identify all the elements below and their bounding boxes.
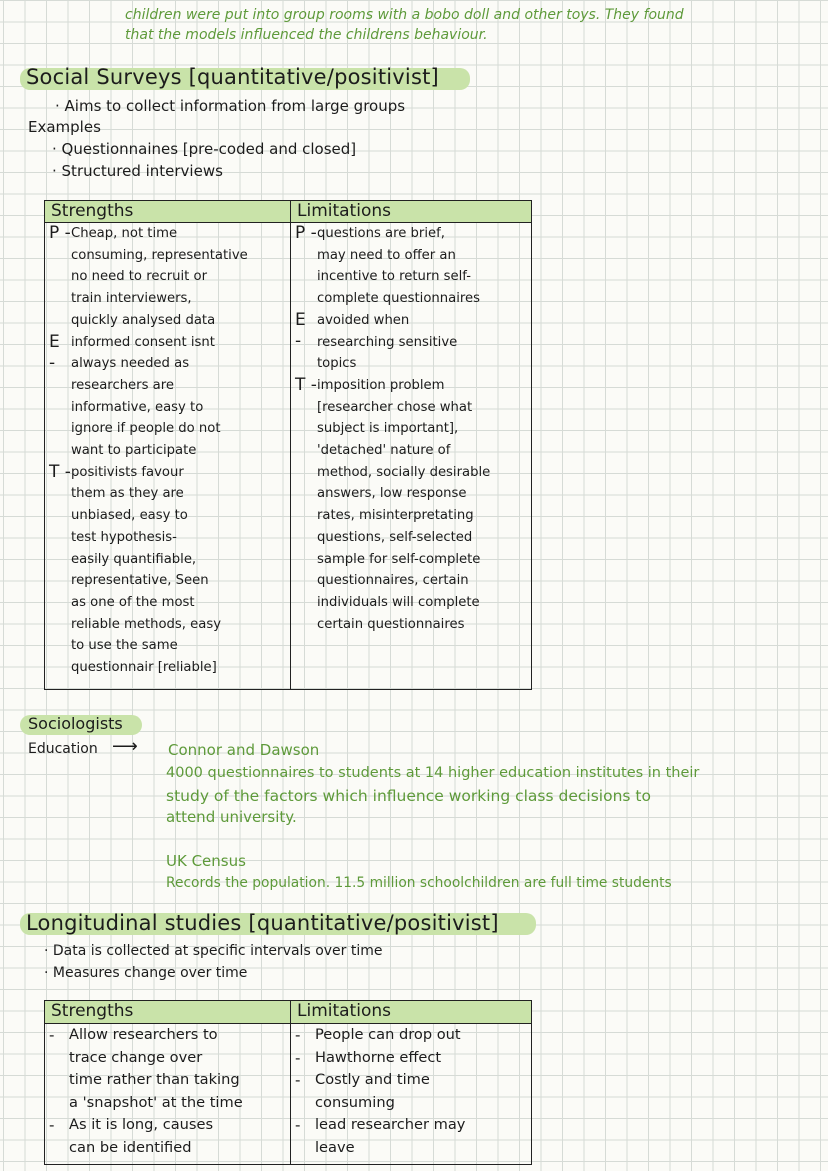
note-line: trace change over [69,1048,203,1066]
limitation-item [291,1024,531,1047]
sociologists-title: Sociologists [28,714,123,733]
strengths-header: Strengths [51,1001,134,1021]
note-line: rates, misinterpretating [317,508,474,524]
limitation-dash: - [295,1071,301,1089]
strength-dash: - [49,1026,55,1044]
longitudinal-bullet: · Measures change over time [44,965,248,981]
limitation-item [291,1114,531,1159]
education-label: Education [28,741,98,757]
note-line: no need to recruit or [71,269,207,285]
note-line: [researcher chose what [317,399,473,415]
strength-label: T - [49,461,71,482]
note-line: complete questionnaires [317,291,480,307]
note-line: questionnair [reliable] [71,660,217,676]
social-surveys-title: Social Surveys [quantitative/positivist] [26,65,439,89]
social-surveys-aim: · Aims to collect information from large groups [55,97,406,115]
note-line: train interviewers, [71,291,192,307]
arrow-icon: ⟶ [112,736,138,757]
note-line: Allow researchers to [69,1026,218,1043]
note-line: to use the same [71,638,178,654]
study1-line: study of the factors which influence working class decisions to [166,787,651,805]
note-line: consuming [315,1093,395,1111]
strengths-cell [45,223,291,690]
strengths-header-cell [45,1001,291,1024]
note-line: leave [315,1138,355,1156]
note-line: want to participate [71,443,197,459]
note-line: can be identified [69,1138,192,1156]
note-line: may need to offer an [317,247,456,263]
examples-label: Examples [28,118,101,136]
example-item: · Structured interviews [52,162,223,180]
study1-name: Connor and Dawson [168,741,320,759]
note-line: them as they are [71,486,184,502]
longitudinal-title: Longitudinal studies [quantitative/positivist] [26,911,499,935]
limitation-item [291,1069,531,1114]
limitation-theoretical [291,375,531,635]
intro-line-1: children were put into group rooms with a bobo doll and other toys. They found [125,7,684,23]
limitation-dash: - [295,1116,301,1134]
note-line: test hypothesis- [71,529,177,545]
note-line: questions are brief, [317,226,445,241]
limitation-label: P - [295,223,317,243]
note-line: quickly analysed data [71,312,216,328]
limitation-label: T - [295,374,317,395]
study2-line: Records the population. 11.5 million schoolchildren are full time students [166,875,672,891]
note-line: avoided when [317,312,410,328]
limitation-dash: - [295,1026,301,1044]
note-line: always needed as [71,356,190,372]
note-line: sample for self-complete [317,551,481,567]
strengths-cell [45,1024,291,1165]
strengths-header: Strengths [51,201,134,221]
strength-dash: - [49,1116,55,1134]
note-line: Costly and time [315,1071,430,1088]
note-line: answers, low response [317,486,467,502]
limitations-cell [291,223,532,690]
note-line: individuals will complete [317,594,480,610]
note-line: imposition problem [317,377,445,393]
note-line: informed consent isnt [71,334,215,350]
note-line: researching sensitive [317,334,458,350]
note-line: researchers are [71,377,174,393]
intro-line-2: that the models influenced the childrens behaviour. [125,27,488,43]
note-line: informative, easy to [71,399,204,415]
note-line: subject is important], [317,421,459,437]
note-line: questionnaires, certain [317,573,469,589]
surveys-table [44,200,532,690]
study1-line: attend university. [166,808,297,826]
note-line: consuming, representative [71,247,248,263]
study2-name: UK Census [166,852,246,870]
strengths-header-cell [45,201,291,223]
limitations-header: Limitations [297,201,391,221]
note-line: certain questionnaires [317,616,465,632]
limitations-header: Limitations [297,1001,391,1021]
note-line: questions, self-selected [317,529,473,545]
strength-ethical [45,332,290,462]
limitation-item [291,1047,531,1070]
note-line: Cheap, not time [71,226,178,241]
limitations-header-cell [291,1001,532,1024]
note-line: ignore if people do not [71,421,221,437]
note-line: unbiased, easy to [71,508,188,524]
note-line: a 'snapshot' at the time [69,1093,243,1111]
strength-practical [45,223,290,332]
note-line: topics [317,356,357,372]
study1-line: 4000 questionnaires to students at 14 higher education institutes in their [166,765,700,781]
strength-item [45,1024,290,1114]
longitudinal-table [44,1000,532,1165]
note-line: reliable methods, easy [71,616,222,632]
note-line: time rather than taking [69,1071,240,1088]
limitation-dash: - [295,1048,301,1067]
note-line: Hawthorne effect [315,1048,442,1066]
note-line: As it is long, causes [69,1116,214,1133]
strength-item [45,1114,290,1159]
note-line: as one of the most [71,594,195,610]
example-item: · Questionnaines [pre-coded and closed] [52,140,357,158]
note-line: method, socially desirable [317,464,491,480]
note-line: lead researcher may [315,1116,466,1133]
note-line: 'detached' nature of [317,443,451,459]
note-line: representative, Seen [71,573,209,589]
limitation-label: E - [295,309,306,352]
limitation-ethical [291,310,531,375]
limitations-header-cell [291,201,532,223]
note-line: incentive to return self- [317,269,471,285]
strength-label: E - [49,331,60,374]
strength-label: P - [49,223,71,243]
note-line: positivists favour [71,464,184,480]
longitudinal-bullet: · Data is collected at specific intervals over time [44,943,383,959]
limitations-cell [291,1024,532,1165]
note-line: People can drop out [315,1026,461,1043]
strength-theoretical [45,462,290,679]
note-line: easily quantifiable, [71,551,197,567]
limitation-practical [291,223,531,310]
